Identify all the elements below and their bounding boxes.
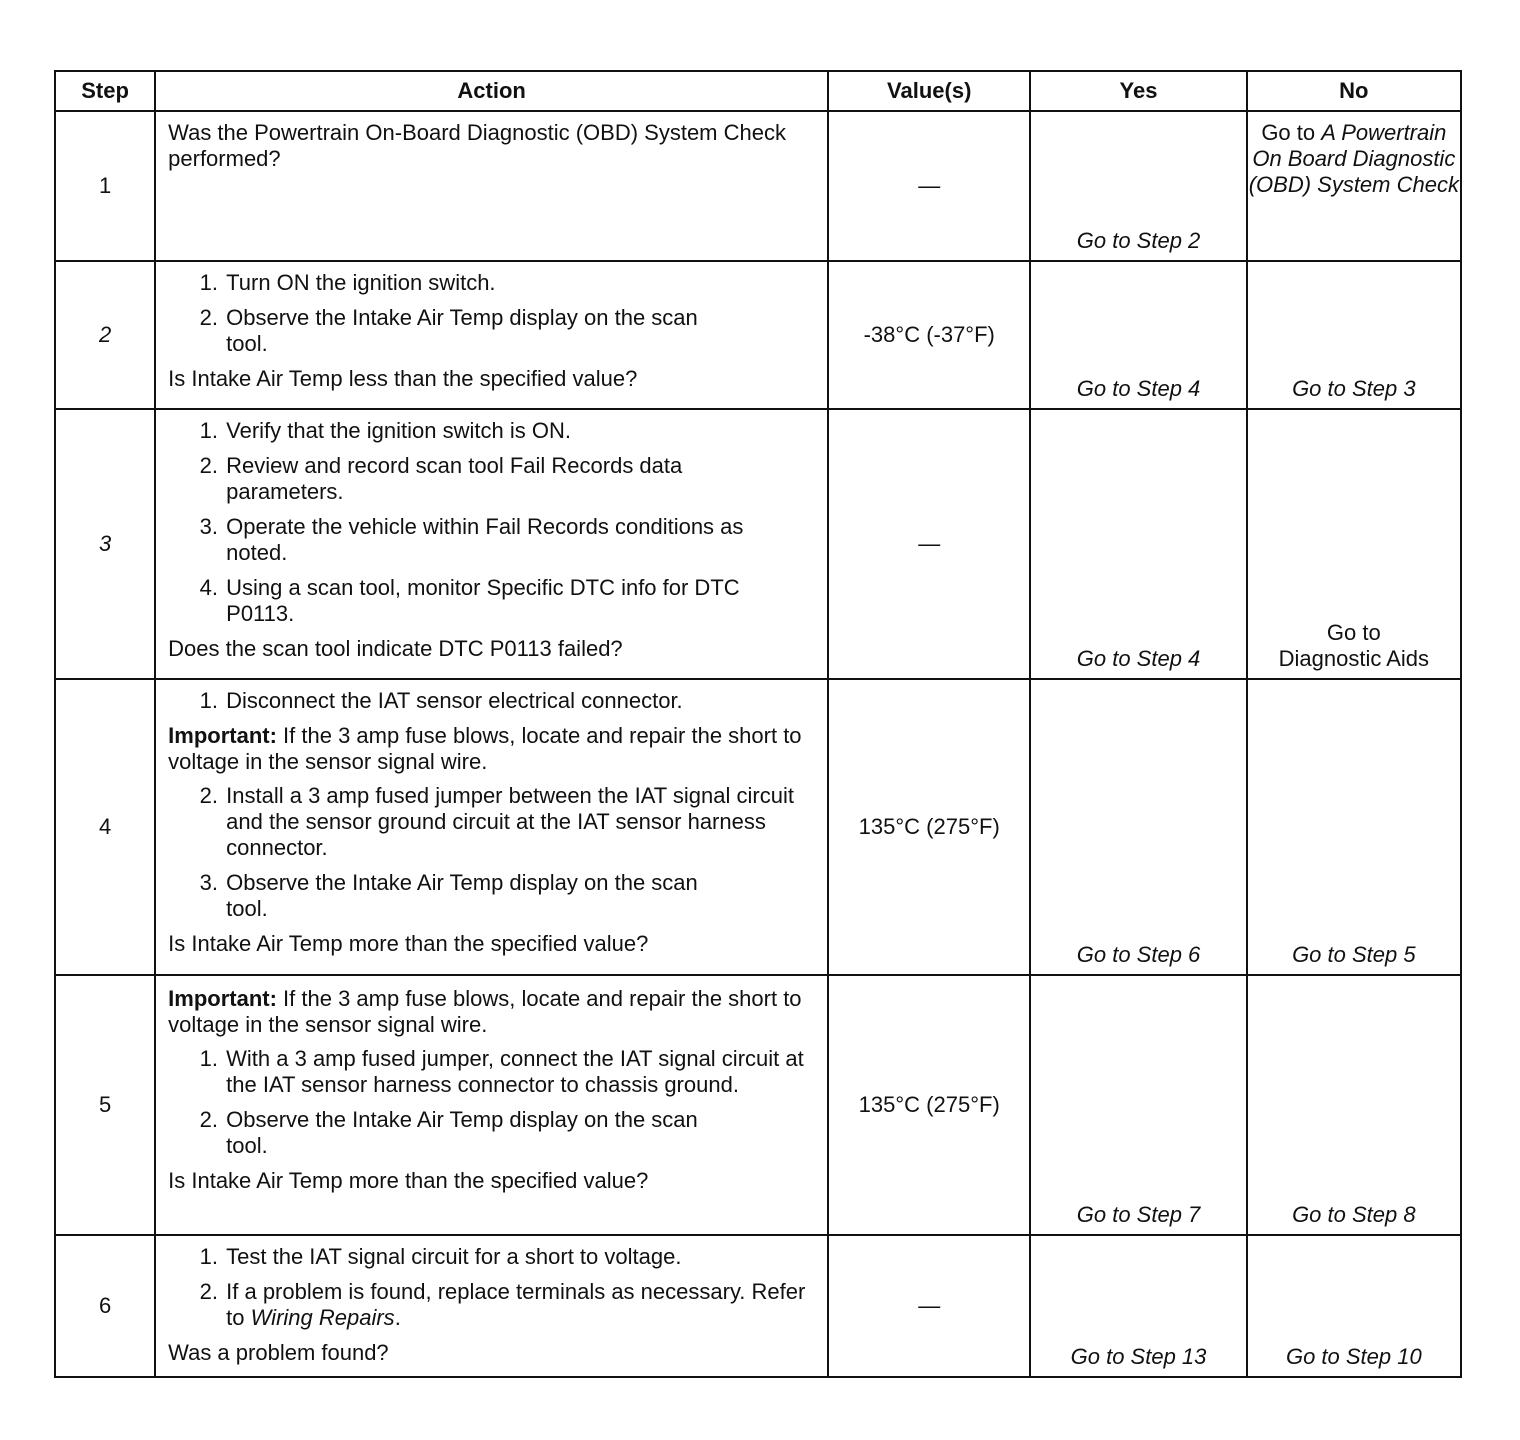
no-link[interactable]: Go to Step 8: [1292, 1202, 1416, 1227]
action-item: 3. Operate the vehicle within Fail Records conditions as noted.: [224, 514, 817, 566]
value-cell: 135°C (275°F): [828, 975, 1030, 1235]
action-item-end: .: [394, 1305, 401, 1330]
yes-link[interactable]: Go to Step 2: [1076, 228, 1201, 253]
important-note: [168, 986, 817, 1038]
header-yes: Yes: [1030, 71, 1246, 111]
no-link[interactable]: Go to Step 10: [1285, 1344, 1422, 1369]
header-values: Value(s): [828, 71, 1030, 111]
action-question: Is Intake Air Temp more than the specified value?: [168, 1168, 649, 1193]
yes-cell: [1030, 111, 1246, 261]
table-row: [55, 1235, 1461, 1377]
action-cell: [155, 679, 828, 975]
no-cell: [1247, 409, 1461, 679]
yes-link[interactable]: Go to Step 4: [1076, 646, 1201, 671]
header-no: No: [1247, 71, 1461, 111]
action-text: Was the Powertrain On-Board Diagnostic (OBD) System Check performed?: [168, 120, 786, 171]
action-item-text: If a problem is found, replace terminals as necessary. Refer to: [226, 1279, 806, 1330]
important-text: If the 3 amp fuse blows, locate and repair the short to voltage in the sensor signal wire.: [168, 986, 802, 1037]
step-number: 1: [55, 111, 155, 261]
yes-cell: [1030, 1235, 1246, 1377]
no-cell: [1247, 261, 1461, 409]
important-note: [168, 723, 817, 775]
no-link[interactable]: Diagnostic Aids: [1278, 646, 1430, 671]
action-item: 1. With a 3 amp fused jumper, connect the IAT signal circuit at the IAT sensor harness connector to chassis ground.: [224, 1046, 817, 1098]
step-number: 6: [55, 1235, 155, 1377]
yes-cell: [1030, 409, 1246, 679]
yes-cell: [1030, 679, 1246, 975]
header-action: Action: [155, 71, 828, 111]
yes-link[interactable]: Go to Step 7: [1076, 1202, 1201, 1227]
action-item: 1. Test the IAT signal circuit for a short to voltage.: [224, 1244, 817, 1270]
header-row: [55, 71, 1461, 111]
action-list: [168, 1244, 817, 1331]
no-cell: [1247, 679, 1461, 975]
table-row: [55, 679, 1461, 975]
action-list: [168, 688, 817, 714]
no-link[interactable]: Go to Step 3: [1292, 376, 1416, 401]
yes-link[interactable]: Go to Step 6: [1076, 942, 1201, 967]
action-item: 2. Observe the Intake Air Temp display on the scan tool.: [224, 1107, 817, 1159]
step-number: 5: [55, 975, 155, 1235]
action-cell: [155, 975, 828, 1235]
action-question: Is Intake Air Temp less than the specified value?: [168, 366, 638, 391]
yes-link[interactable]: Go to Step 13: [1070, 1344, 1207, 1369]
important-text: If the 3 amp fuse blows, locate and repair the short to voltage in the sensor signal wire.: [168, 723, 802, 774]
yes-link[interactable]: Go to Step 4: [1076, 376, 1201, 401]
table-row: [55, 261, 1461, 409]
value-cell: —: [828, 409, 1030, 679]
table-row: [55, 975, 1461, 1235]
action-question: Does the scan tool indicate DTC P0113 failed?: [168, 636, 623, 661]
no-link[interactable]: A Powertrain On Board Diagnostic (OBD) System Check: [1248, 120, 1459, 197]
action-item: 1. Verify that the ignition switch is ON.: [224, 418, 817, 444]
no-link[interactable]: Go to Step 5: [1292, 942, 1416, 967]
step-number: 3: [55, 409, 155, 679]
action-item: 3. Observe the Intake Air Temp display on the scan tool.: [224, 870, 817, 922]
step-number: 2: [55, 261, 155, 409]
no-prefix: Go to: [1326, 620, 1381, 645]
action-item: 4. Using a scan tool, monitor Specific DTC info for DTC P0113.: [224, 575, 817, 627]
action-item: 2. Review and record scan tool Fail Records data parameters.: [224, 453, 817, 505]
action-question: Was a problem found?: [168, 1340, 389, 1365]
action-item: 1. Disconnect the IAT sensor electrical connector.: [224, 688, 817, 714]
no-cell: [1247, 975, 1461, 1235]
action-item: [224, 1279, 817, 1331]
step-number: 4: [55, 679, 155, 975]
action-list: [168, 418, 817, 627]
table-row: [55, 111, 1461, 261]
diagnostic-table: [54, 70, 1462, 1378]
yes-cell: [1030, 261, 1246, 409]
action-cell: [155, 111, 828, 261]
no-prefix: Go to: [1261, 120, 1322, 145]
action-cell: [155, 261, 828, 409]
wiring-repairs-link[interactable]: Wiring Repairs: [250, 1305, 395, 1330]
header-step: Step: [55, 71, 155, 111]
no-cell: [1247, 1235, 1461, 1377]
action-list: [168, 1046, 817, 1159]
action-list: [168, 270, 817, 357]
action-item: 1. Turn ON the ignition switch.: [224, 270, 817, 296]
value-cell: 135°C (275°F): [828, 679, 1030, 975]
important-label: Important:: [168, 986, 277, 1011]
action-item: 2. Observe the Intake Air Temp display on the scan tool.: [224, 305, 817, 357]
action-list: [168, 783, 817, 922]
value-cell: —: [828, 1235, 1030, 1377]
no-cell: [1247, 111, 1461, 261]
action-question: Is Intake Air Temp more than the specified value?: [168, 931, 649, 956]
important-label: Important:: [168, 723, 277, 748]
action-cell: [155, 409, 828, 679]
value-cell: —: [828, 111, 1030, 261]
action-cell: [155, 1235, 828, 1377]
table-row: [55, 409, 1461, 679]
yes-cell: [1030, 975, 1246, 1235]
action-item: 2. Install a 3 amp fused jumper between the IAT signal circuit and the sensor ground circuit at the IAT sensor harness connector.: [224, 783, 817, 861]
value-cell: -38°C (-37°F): [828, 261, 1030, 409]
